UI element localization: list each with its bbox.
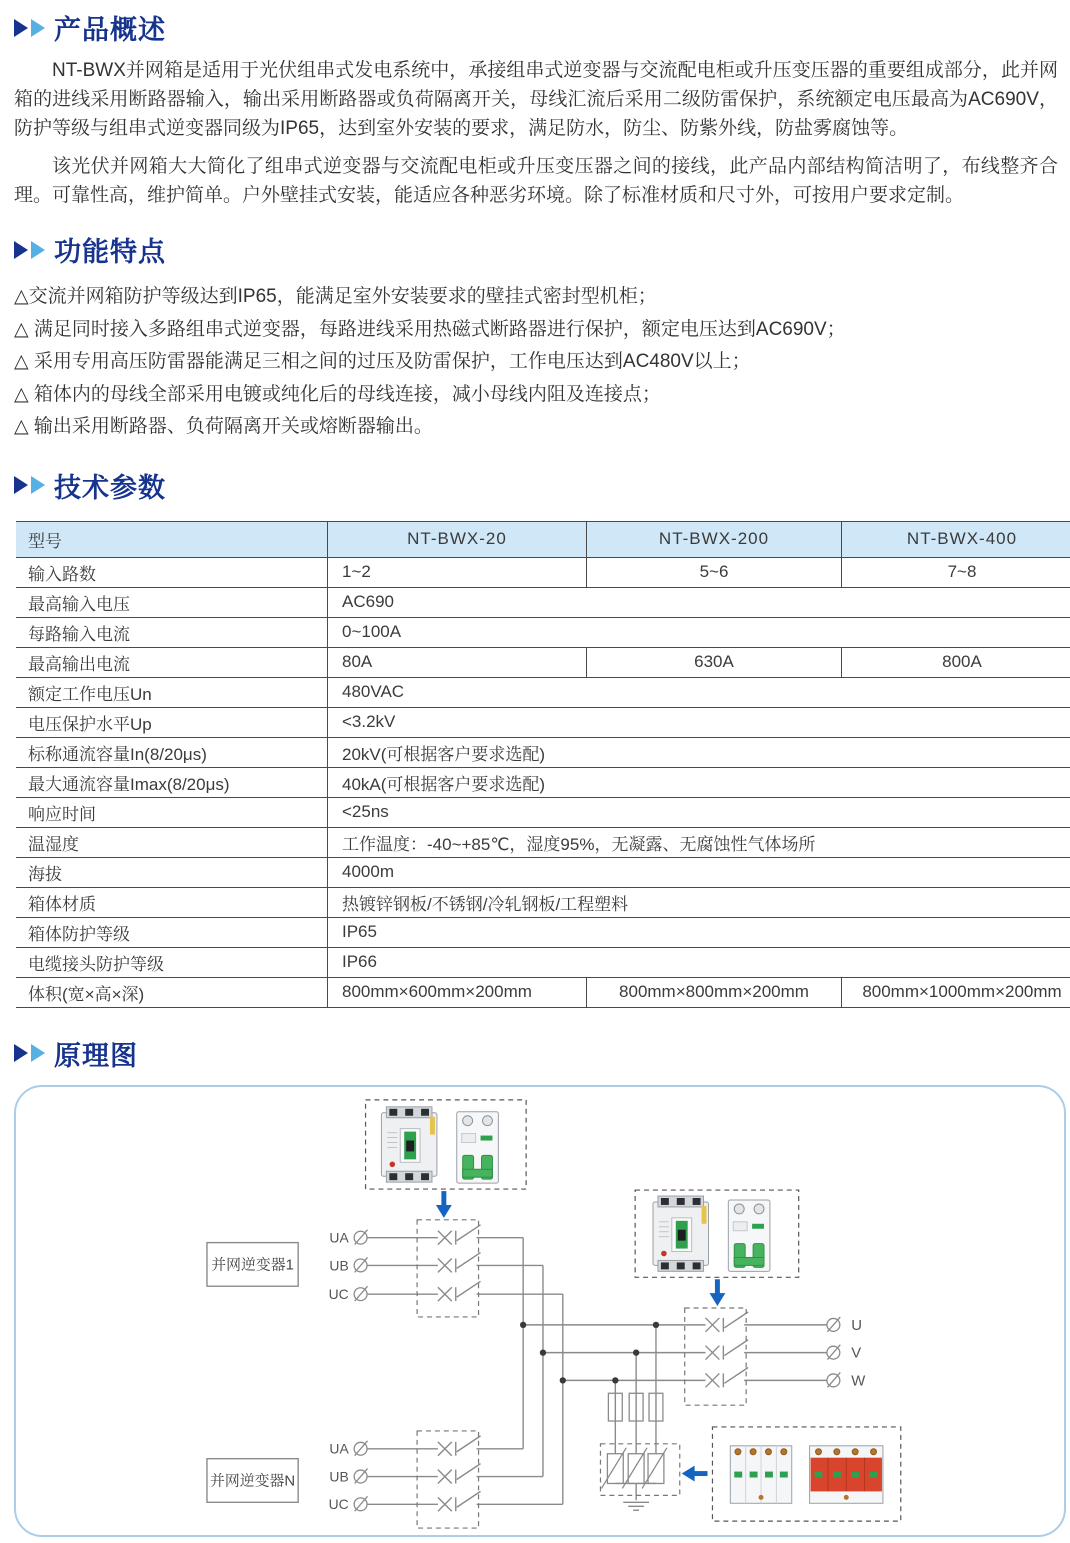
arrow-right-light-icon [31, 19, 45, 37]
spec-value: <3.2kV [328, 707, 1070, 737]
header-model-200: NT-BWX-200 [587, 521, 842, 557]
overview-paragraph-2: 该光伏并网箱大大简化了组串式逆变器与交流配电柜或升压变压器之间的接线，此产品内部结构简洁明了，布线整齐合理。可靠性高，维护简单。户外壁挂式安装，能适应各种恶劣环境。除了标准材质和尺寸外，可按用户要求定制。 [14, 152, 1058, 210]
spec-row [16, 767, 1070, 797]
spec-label: 箱体材质 [16, 887, 328, 917]
section-title-features: 功能特点 [54, 230, 166, 269]
spec-value: 630A [587, 647, 842, 677]
schematic-diagram [14, 1085, 1066, 1537]
header-model-400: NT-BWX-400 [842, 521, 1070, 557]
surge-protector-red-photo [810, 1445, 883, 1502]
molded-case-breaker-photo [653, 1196, 709, 1271]
spec-row [16, 587, 1070, 617]
arrow-right-light-icon [31, 1044, 45, 1062]
phase-label: UC [329, 1286, 349, 1302]
schematic-svg [16, 1087, 1064, 1535]
left-arrow-icon [682, 1465, 695, 1481]
spec-row [16, 677, 1070, 707]
arrow-right-dark-icon [14, 1044, 28, 1062]
spec-row [16, 707, 1070, 737]
inverter1-label: 并网逆变器1 [211, 1256, 294, 1273]
arrow-right-light-icon [31, 241, 45, 259]
spec-value: 1~2 [328, 557, 587, 587]
spec-row [16, 827, 1070, 857]
spec-value: 7~8 [842, 557, 1070, 587]
spec-value: AC690 [328, 587, 1070, 617]
spec-label: 额定工作电压Un [16, 677, 328, 707]
spec-label: 最大通流容量Imax(8/20μs) [16, 767, 328, 797]
arrow-right-light-icon [31, 476, 45, 494]
spec-value: 40kA(可根据客户要求选配) [328, 767, 1070, 797]
inverterN-label: 并网逆变器N [210, 1472, 295, 1489]
spec-label: 电缆接头防护等级 [16, 947, 328, 977]
spec-row [16, 857, 1070, 887]
section-header-schematic [14, 1034, 1058, 1073]
feature-item: △ 输出采用断路器、负荷隔离开关或熔断器输出。 [14, 411, 1058, 444]
spec-row [16, 797, 1070, 827]
arrow-right-dark-icon [14, 476, 28, 494]
feature-item: △交流并网箱防护等级达到IP65，能满足室外安装要求的壁挂式密封型机柜； [14, 281, 1058, 314]
varistor-icons [601, 1447, 666, 1488]
features-list [14, 281, 1058, 444]
spec-label: 箱体防护等级 [16, 917, 328, 947]
phase-label: UA [329, 1229, 349, 1245]
spec-row [16, 917, 1070, 947]
section-header-overview [14, 8, 1058, 47]
spec-label: 温湿度 [16, 827, 328, 857]
spec-label: 体积(宽×高×深) [16, 977, 328, 1007]
section-title-overview: 产品概述 [54, 8, 166, 47]
feature-item: △ 采用专用高压防雷器能满足三相之间的过压及防雷保护，工作电压达到AC480V以上； [14, 346, 1058, 379]
spec-label: 最高输出电流 [16, 647, 328, 677]
spec-label: 标称通流容量In(8/20μs) [16, 737, 328, 767]
section-title-schematic: 原理图 [54, 1034, 138, 1073]
mini-breaker-photo [728, 1199, 770, 1270]
surge-protector-white-photo [730, 1445, 791, 1502]
section-header-specs [14, 466, 1058, 505]
down-arrow-icon [436, 1204, 452, 1217]
input-phase-labels [329, 1229, 350, 1512]
spec-label: 最高输入电压 [16, 587, 328, 617]
arrow-right-dark-icon [14, 19, 28, 37]
down-arrow-icon [709, 1293, 725, 1306]
spec-value: <25ns [328, 797, 1070, 827]
component-photos [366, 1099, 901, 1520]
spec-label: 电压保护水平Up [16, 707, 328, 737]
section-header-features [14, 230, 1058, 269]
spec-value: 800mm×1000mm×200mm [842, 977, 1070, 1007]
spec-value: 4000m [328, 857, 1070, 887]
specs-table [16, 521, 1070, 1008]
phase-label: UB [329, 1468, 348, 1484]
phase-label: U [851, 1317, 862, 1333]
molded-case-breaker-photo [381, 1106, 437, 1181]
spec-value: 5~6 [587, 557, 842, 587]
header-model: 型号 [16, 521, 328, 557]
feature-item: △ 箱体内的母线全部采用电镀或纯化后的母线连接，减小母线内阻及连接点； [14, 379, 1058, 412]
output-phase-labels [851, 1317, 865, 1389]
spec-row [16, 557, 1070, 587]
spec-value: 800mm×600mm×200mm [328, 977, 587, 1007]
specs-header-row [16, 521, 1070, 557]
feature-item: △ 满足同时接入多路组串式逆变器，每路进线采用热磁式断路器进行保护，额定电压达到AC690V； [14, 314, 1058, 347]
spec-value: IP65 [328, 917, 1070, 947]
spec-value: 20kV(可根据客户要求选配) [328, 737, 1070, 767]
phase-label: UC [329, 1496, 349, 1512]
spec-row [16, 617, 1070, 647]
section-title-specs: 技术参数 [54, 466, 166, 505]
phase-label: UB [329, 1257, 348, 1273]
spec-value: IP66 [328, 947, 1070, 977]
spec-value: 800mm×800mm×200mm [587, 977, 842, 1007]
spec-row [16, 887, 1070, 917]
spec-label: 每路输入电流 [16, 617, 328, 647]
mini-breaker-photo [457, 1111, 499, 1182]
spec-label: 输入路数 [16, 557, 328, 587]
spec-value: 80A [328, 647, 587, 677]
spec-value: 热镀锌钢板/不锈钢/冷轧钢板/工程塑料 [328, 887, 1070, 917]
spec-row [16, 737, 1070, 767]
spec-label: 海拔 [16, 857, 328, 887]
spec-value: 480VAC [328, 677, 1070, 707]
arrow-right-dark-icon [14, 241, 28, 259]
header-model-20: NT-BWX-20 [328, 521, 587, 557]
spec-row [16, 977, 1070, 1007]
spec-label: 响应时间 [16, 797, 328, 827]
phase-label: UA [329, 1440, 349, 1456]
overview-paragraph-1: NT-BWX并网箱是适用于光伏组串式发电系统中，承接组串式逆变器与交流配电柜或升压变压器的重要组成部分，此并网箱的进线采用断路器输入，输出采用断路器或负荷隔离开关，母线汇流后采用二级防雷保护，系统额定电压最高为AC690V，防护等级与组串式逆变器同级为IP65，达到室外安装的要求，满足防水，防尘、防紫外线，防盐雾腐蚀等。 [14, 56, 1058, 143]
spec-row [16, 647, 1070, 677]
phase-label: V [851, 1345, 861, 1361]
spec-value: 工作温度：-40~+85℃，湿度95%，无凝露、无腐蚀性气体场所 [328, 827, 1070, 857]
phase-label: W [851, 1373, 865, 1389]
spec-row [16, 947, 1070, 977]
spec-value: 800A [842, 647, 1070, 677]
spec-value: 0~100A [328, 617, 1070, 647]
